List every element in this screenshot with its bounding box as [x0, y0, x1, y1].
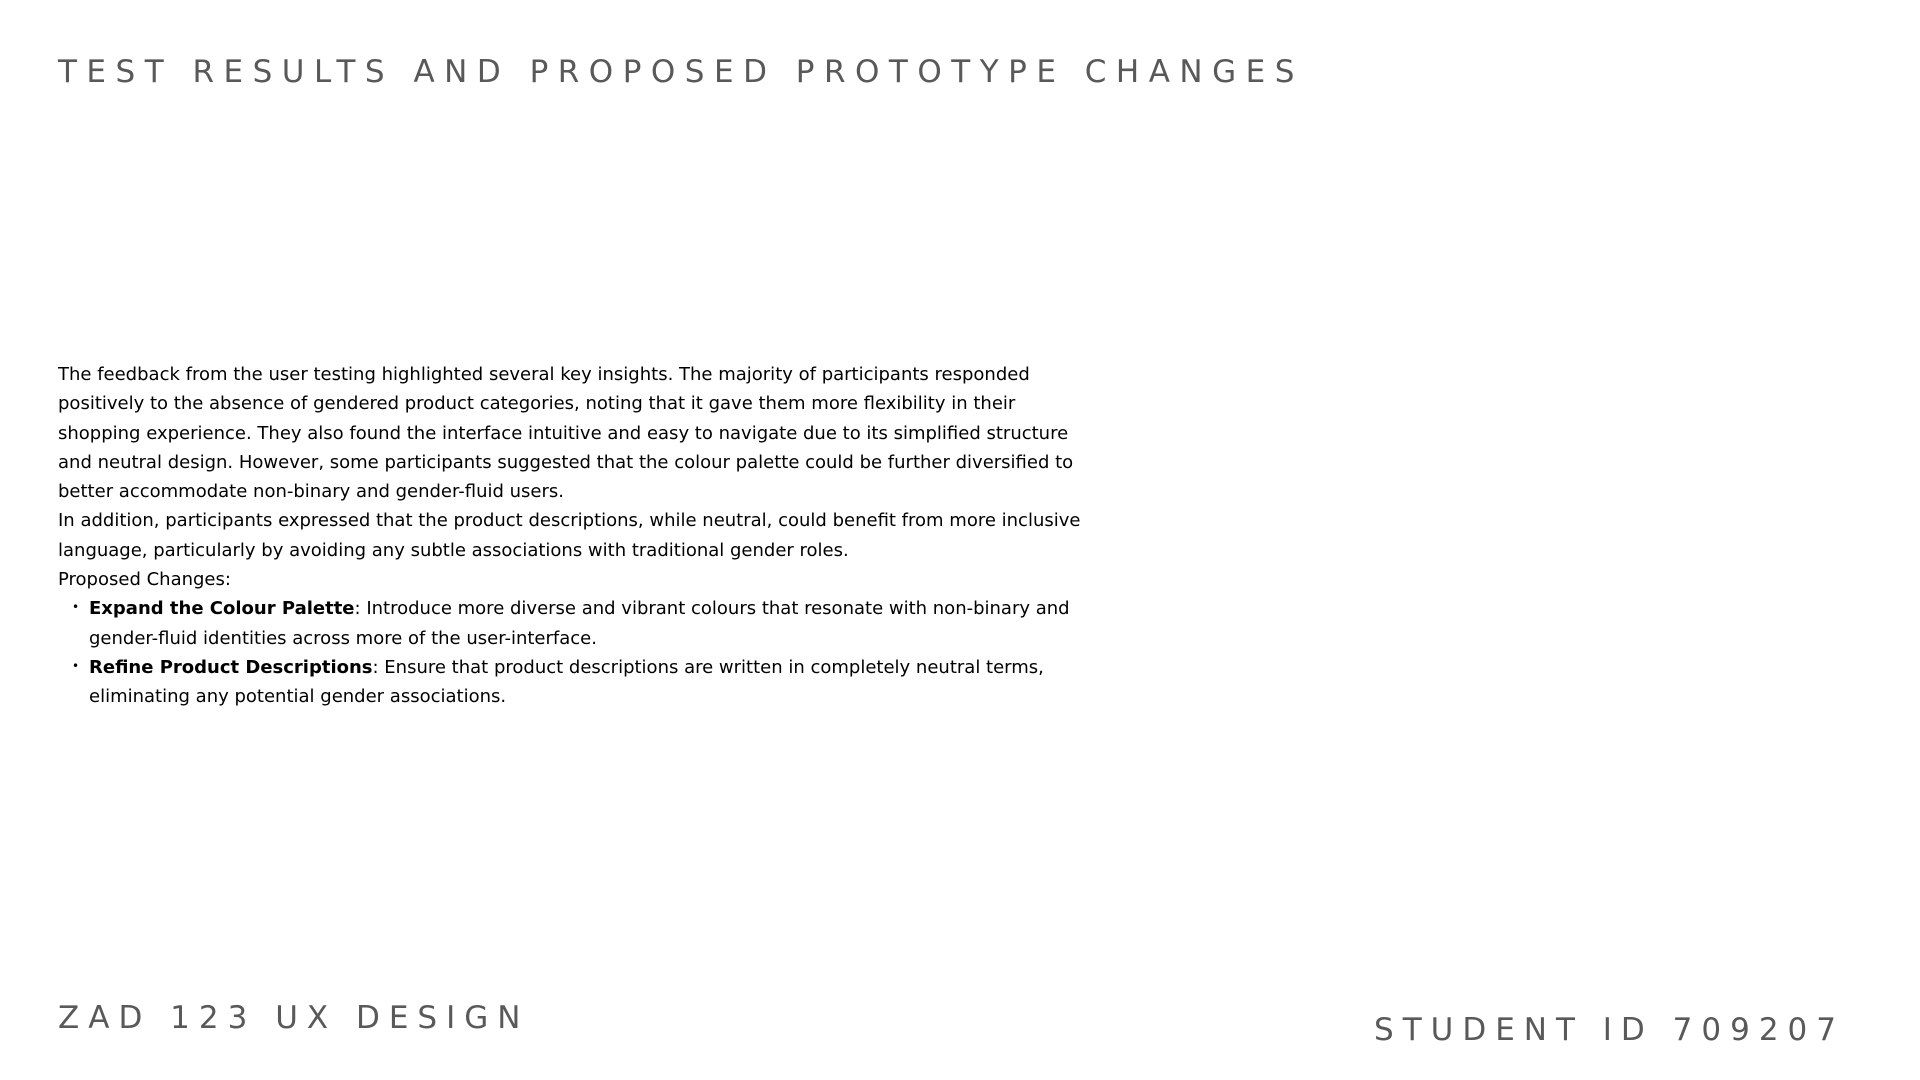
list-item	[58, 653, 1098, 712]
proposed-changes-list	[58, 594, 1098, 711]
feedback-paragraph: The feedback from the user testing highlighted several key insights. The majority of participants responded positively to the absence of gendered product categories, noting that it gave them more flexibility in their shopping experience. They also found the interface intuitive and easy to navigate due to its simplified structure and neutral design. However, some participants suggested that the colour palette could be further diversified to better accommodate non-binary and gender-fluid users.	[58, 364, 1074, 503]
student-id-label: STUDENT ID 709207	[1374, 1012, 1845, 1048]
change-title: Refine Product Descriptions	[89, 656, 373, 678]
change-description: : Introduce more diverse and vibrant colours that resonate with non-binary and gender-fluid identities across more of the user-interface.	[89, 598, 1070, 649]
bullet-icon: •	[72, 658, 80, 673]
change-title: Expand the Colour Palette	[89, 598, 355, 620]
change-description: : Ensure that product descriptions are written in completely neutral terms, eliminating any potential gender associations.	[89, 656, 1044, 708]
additional-feedback-paragraph: In addition, participants expressed that the product descriptions, while neutral, could benefit from more inclusive language, particularly by avoiding any subtle associations with traditional gender roles.	[58, 510, 1081, 561]
slide-title: TEST RESULTS AND PROPOSED PROTOTYPE CHANGES	[58, 54, 1304, 90]
bullet-icon: •	[72, 600, 80, 615]
list-item	[58, 594, 1098, 653]
course-label: ZAD 123 UX DESIGN	[58, 1000, 530, 1036]
body-text	[58, 360, 1098, 712]
proposed-changes-heading: Proposed Changes:	[58, 569, 231, 591]
